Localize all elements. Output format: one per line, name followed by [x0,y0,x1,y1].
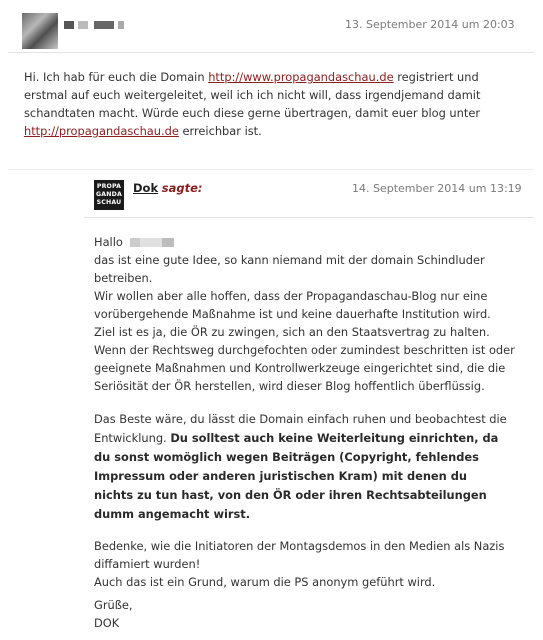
comment-body [24,68,524,148]
domain-link[interactable]: http://www.propagandaschau.de [208,70,394,84]
body-text: Hi. Ich hab für euch die Domain [24,70,209,84]
reply-text: Auch das ist ein Grund, warum die PS anonym geführt wird. [94,575,436,589]
reply-text: Ziel ist es ja, die ÖR zu zwingen, sich an den Staatsvertrag zu halten. [94,325,490,339]
author-name-blurred[interactable] [64,18,124,32]
reply-text-bold: du sonst womöglich wegen Beiträgen (Copyright, fehlendes [94,450,479,464]
body-text: schandtaten macht. Würde euch diese gerne übertragen, damit euer blog unter [24,106,481,120]
reply-separator [8,169,534,170]
reply-text: Wir wollen aber alle hoffen, dass der Propagandaschau-Blog nur eine [94,289,488,303]
author-link[interactable]: Dok [133,181,159,195]
author-line [133,181,203,195]
reply-text: diffamiert wurden! [94,557,201,571]
says-label: sagte: [161,181,203,195]
reply-text-bold: Impressum oder anderen juristischen Kram) mit denen du [94,469,467,483]
reply-text: Seriösität der ÖR herstellen, wird dieser Blog hoffentlich überflüssig. [94,379,485,393]
comment-header-divider [8,52,534,53]
reply-text-bold: nichts zu tun hast, von den ÖR oder ihren Rechtsabteilungen [94,488,487,502]
comment-date[interactable]: 13. September 2014 um 20:03 [345,18,515,31]
reply-text: Entwicklung. [94,431,171,445]
greeting: Hallo [94,235,123,249]
reply-text-bold: dumm angemacht wirst. [94,507,251,521]
closing-text: Grüße, [94,598,133,612]
reply-text: das ist eine gute Idee, so kann niemand mit der domain Schindluder [94,253,485,267]
avatar-blurred [22,13,58,49]
reply-text: Bedenke, wie die Initiatoren der Montagsdemos in den Medien als Nazis [94,539,505,553]
body-text: erstmal auf euch weitergeleitet, weil ich ich nicht will, dass irgendjemand damit [24,88,481,102]
reply-header-divider [84,217,534,218]
reply-text: Wenn der Rechtsweg durchgefochten oder zumindest beschritten ist oder [94,343,515,357]
reply-text-bold: Du solltest auch keine Weiterleitung einrichten, da [170,431,499,445]
signature: DOK [94,616,120,630]
domain-link[interactable]: http://propagandaschau.de [24,124,179,138]
propagandaschau-logo: PROPA GANDA SCHAU [94,180,124,210]
blurred-name [130,238,140,247]
reply-text: geeignete Maßnahmen und Kontrollwerkzeuge eingerichtet sind, die die [94,361,506,375]
reply-text: betreiben. [94,271,153,285]
body-text: registriert und [393,70,479,84]
body-text: erreichbar ist. [178,124,262,138]
reply-body [94,233,534,633]
reply-text: Das Beste wäre, du lässt die Domain einfach ruhen und beobachtest die [94,412,507,426]
reply-date[interactable]: 14. September 2014 um 13:19 [352,182,522,195]
reply-text: vorübergehende Maßnahme ist und keine dauerhafte Institution wird. [94,307,491,321]
